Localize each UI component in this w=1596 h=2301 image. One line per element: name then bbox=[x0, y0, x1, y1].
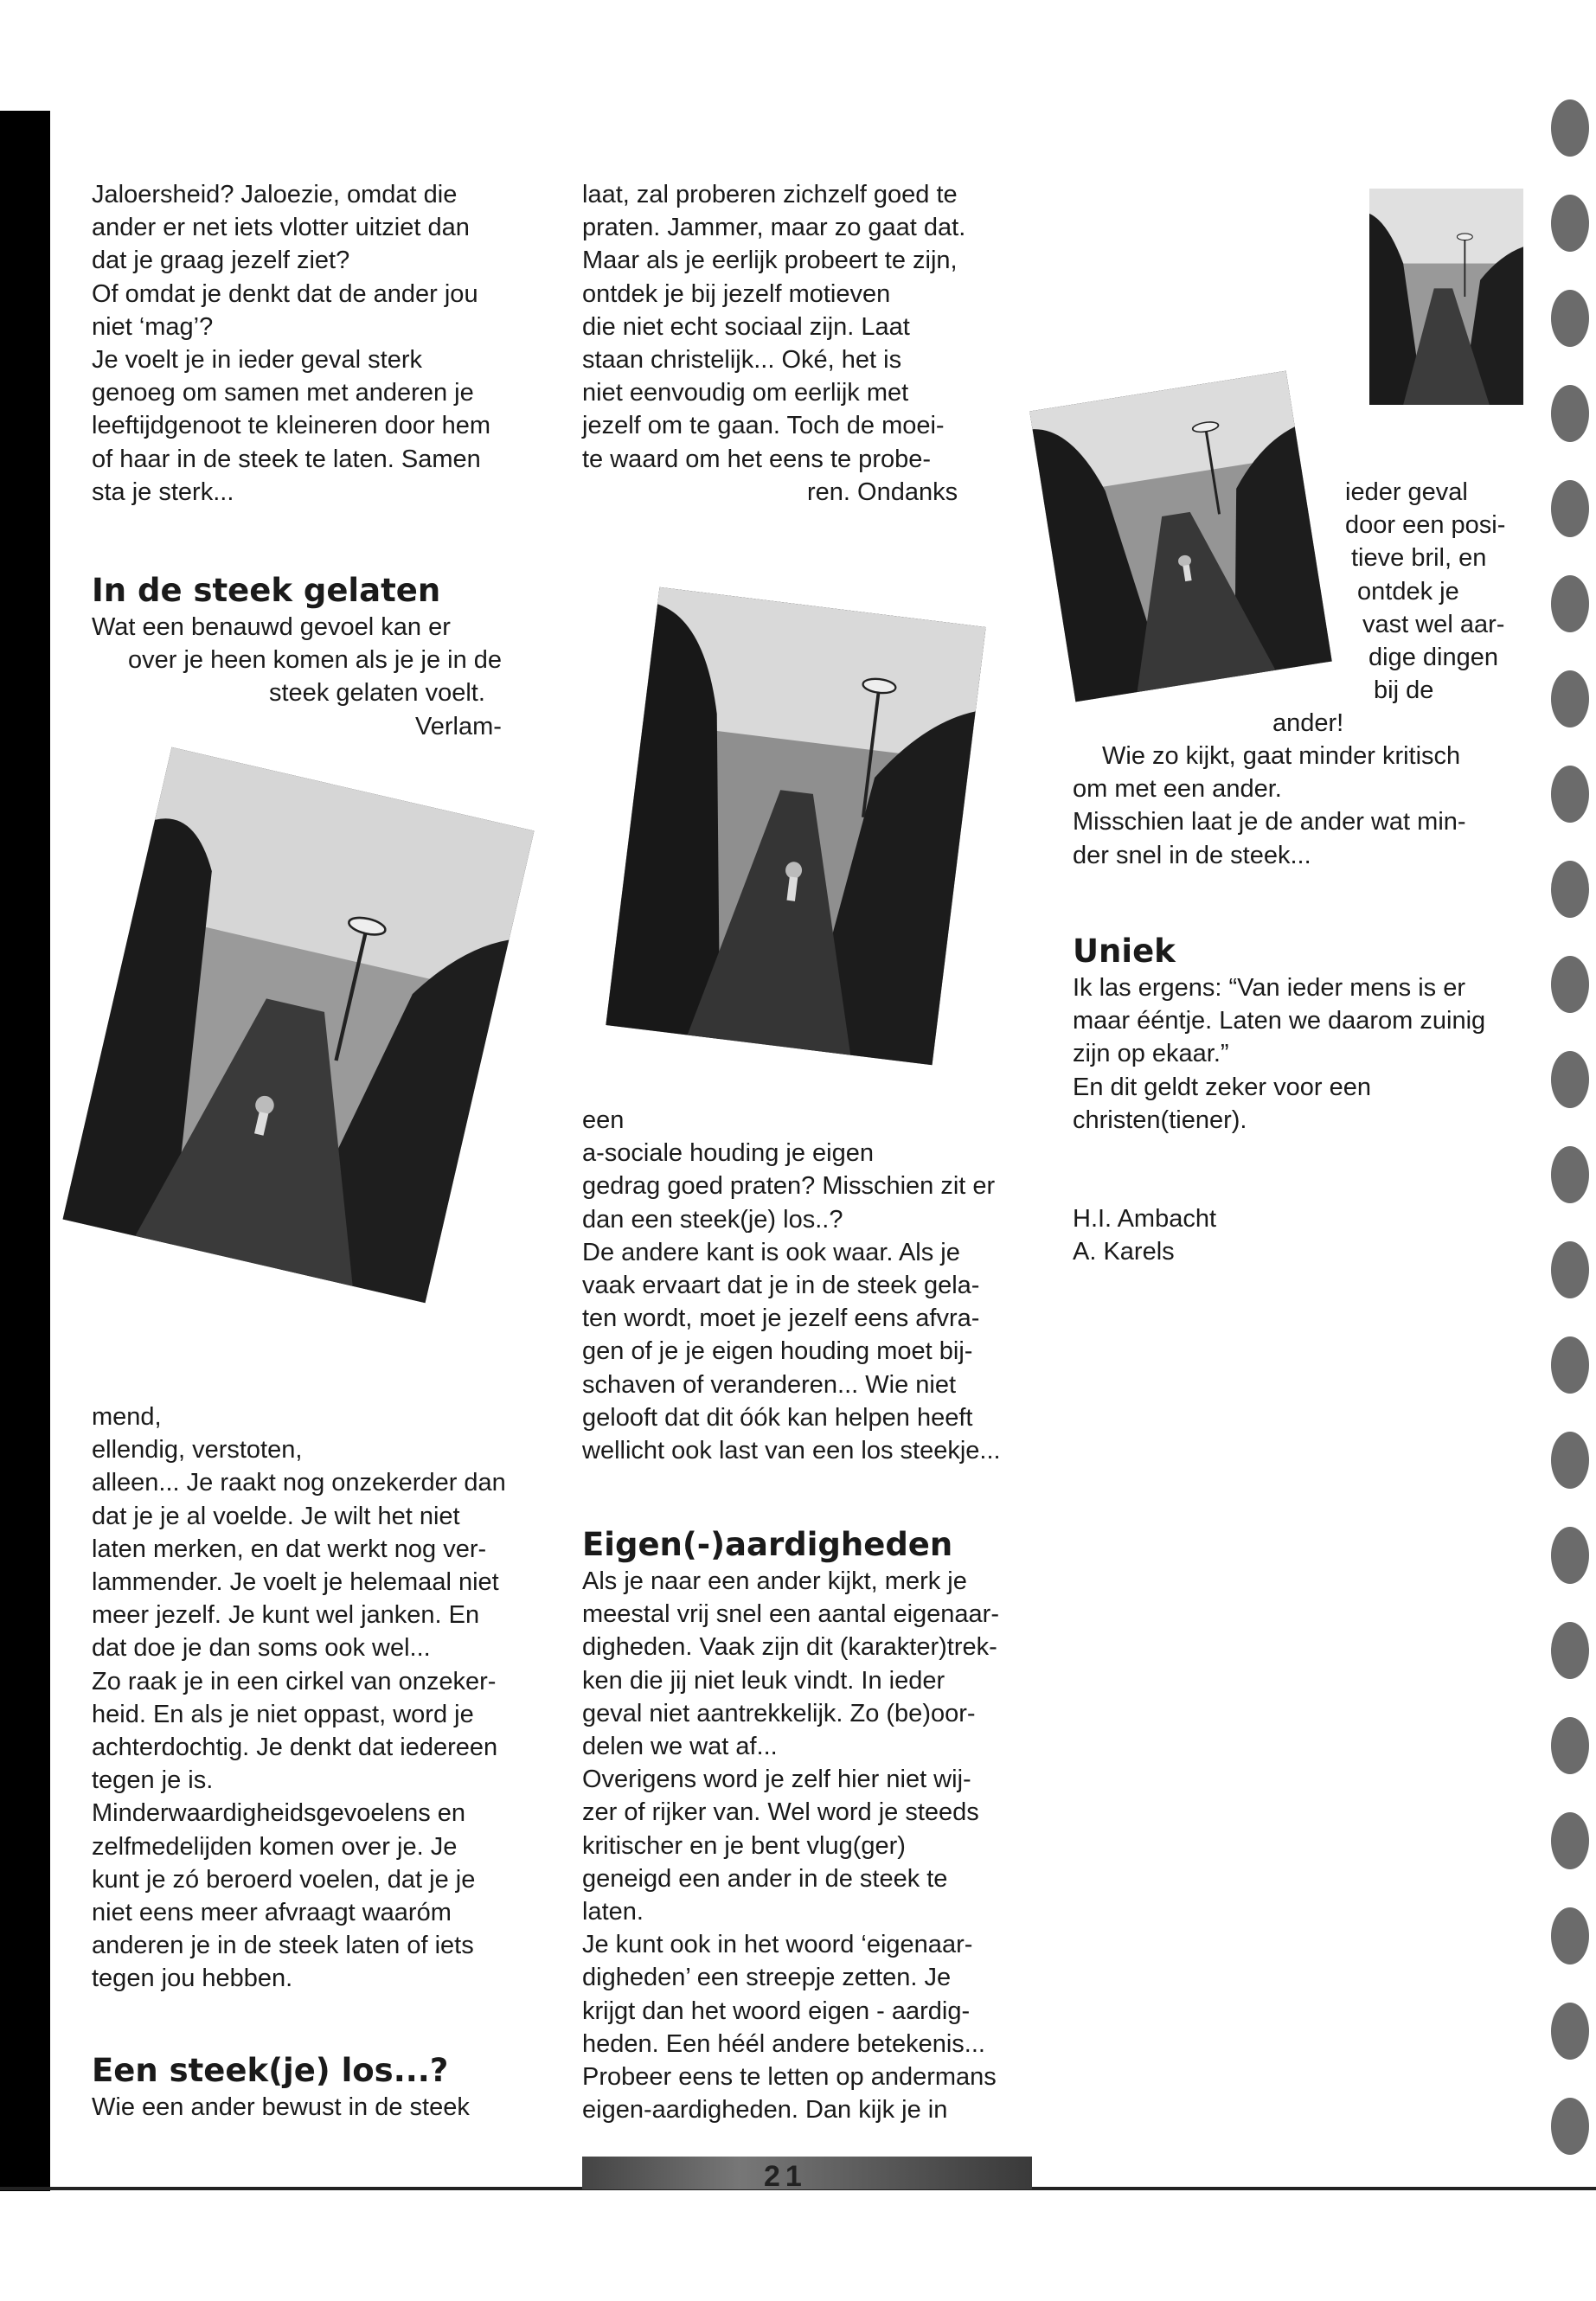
text-line: der snel in de steek... bbox=[1073, 841, 1311, 869]
photo-image bbox=[1369, 189, 1523, 405]
heading-uniek: Uniek bbox=[1073, 933, 1176, 970]
text-line: niet ‘mag’? bbox=[92, 312, 214, 341]
text-line: a-sociale houding je eigen bbox=[582, 1139, 874, 1168]
section-uniek bbox=[1073, 932, 1540, 1137]
binder-hole bbox=[1551, 1907, 1589, 1965]
text-line: praten. Jammer, maar zo gaat dat. bbox=[582, 214, 966, 242]
binder-hole bbox=[1551, 1622, 1589, 1679]
binding-strip bbox=[0, 111, 50, 2191]
text-line: gen of je je eigen houding moet bij- bbox=[582, 1337, 973, 1366]
text-line: Zo raak je in een cirkel van onzeker- bbox=[92, 1667, 497, 1695]
text-line: dan een steek(je) los..? bbox=[582, 1205, 843, 1234]
photo-cycling-path-2 bbox=[606, 587, 985, 1066]
text-line: krijgt dan het woord eigen - aardig- bbox=[582, 1997, 971, 2025]
column-2-top bbox=[582, 178, 1032, 509]
text-line: achterdochtig. Je denkt dat iedereen bbox=[92, 1734, 498, 1762]
text-line: leeftijdgenoot te kleineren door hem bbox=[92, 412, 491, 440]
text-line: Probeer eens te letten op andermans bbox=[582, 2063, 997, 2092]
text-line: ellendig, verstoten, bbox=[92, 1436, 303, 1465]
heading-in-de-steek-gelaten: In de steek gelaten bbox=[92, 572, 441, 609]
text-line: ten wordt, moet je jezelf eens afvra- bbox=[582, 1304, 980, 1333]
text-line: om met een ander. bbox=[1073, 775, 1282, 804]
text-line: bij de bbox=[1374, 676, 1434, 705]
text-line: alleen... Je raakt nog onzekerder dan bbox=[92, 1469, 506, 1497]
text-line: te waard om het eens te probe- bbox=[582, 445, 932, 473]
text-line: dat je graag jezelf ziet? bbox=[92, 247, 350, 275]
text-line: Maar als je eerlijk probeert te zijn, bbox=[582, 247, 958, 275]
binder-hole bbox=[1551, 670, 1589, 727]
text-line: tegen je is. bbox=[92, 1766, 214, 1795]
text-line: steek gelaten voelt. bbox=[269, 679, 485, 708]
text-line: vaak ervaart dat je in de steek gela- bbox=[582, 1272, 980, 1300]
text-line: schaven of veranderen... Wie niet bbox=[582, 1370, 957, 1399]
text-line: eigen-aardigheden. Dan kijk je in bbox=[582, 2096, 948, 2125]
photo-cycling-path-1 bbox=[63, 747, 535, 1303]
text-line: Wat een benauwd gevoel kan er bbox=[92, 613, 451, 641]
text-line: De andere kant is ook waar. Als je bbox=[582, 1238, 960, 1266]
text-line: kunt je zó beroerd voelen, dat je je bbox=[92, 1865, 476, 1894]
text-line: mend, bbox=[92, 1403, 162, 1431]
text-line: heden. Een héél andere betekenis... bbox=[582, 2029, 985, 2058]
text-line: anderen je in de steek laten of iets bbox=[92, 1932, 474, 1960]
binder-hole bbox=[1551, 480, 1589, 537]
text-line: christen(tiener). bbox=[1073, 1106, 1247, 1134]
text-line: ken die jij niet leuk vindt. In ieder bbox=[582, 1666, 945, 1695]
text-line: meer jezelf. Je kunt wel janken. En bbox=[92, 1601, 480, 1630]
text-line: een bbox=[582, 1106, 625, 1134]
text-line: Jaloersheid? Jaloezie, omdat die bbox=[92, 181, 458, 208]
text-line: ander er net iets vlotter uitziet dan bbox=[92, 214, 470, 242]
text-line: meestal vrij snel een aantal eigenaar- bbox=[582, 1600, 999, 1629]
text-line: of haar in de steek te laten. Samen bbox=[92, 445, 481, 473]
text-line: genoeg om samen met anderen je bbox=[92, 379, 474, 407]
text-line: Of omdat je denkt dat de ander jou bbox=[92, 279, 478, 308]
binder-holes bbox=[1535, 99, 1596, 2210]
text-line: vast wel aar- bbox=[1362, 610, 1505, 638]
text-line: digheden. Vaak zijn dit (karakter)trek- bbox=[582, 1633, 997, 1662]
author-line: H.I. Ambacht bbox=[1073, 1205, 1217, 1233]
author-line: A. Karels bbox=[1073, 1238, 1175, 1266]
text-line: lammender. Je voelt je helemaal niet bbox=[92, 1568, 499, 1597]
binder-hole bbox=[1551, 956, 1589, 1013]
photo-image bbox=[606, 587, 985, 1066]
text-line: Je voelt je in ieder geval sterk bbox=[92, 346, 423, 375]
column-3-right bbox=[1272, 476, 1540, 740]
binder-hole bbox=[1551, 1527, 1589, 1584]
text-line: heid. En als je niet oppast, word je bbox=[92, 1700, 474, 1728]
text-line: dat je je al voelde. Je wilt het niet bbox=[92, 1502, 460, 1530]
text-line: dige dingen bbox=[1368, 644, 1498, 672]
text-line: delen we wat af... bbox=[582, 1733, 778, 1761]
text-line: Overigens word je zelf hier niet wij- bbox=[582, 1766, 971, 1794]
binder-hole bbox=[1551, 1336, 1589, 1394]
authors bbox=[1073, 1202, 1419, 1268]
text-line: tegen jou hebben. bbox=[92, 1965, 293, 1993]
text-line: zer of rijker van. Wel word je steeds bbox=[582, 1798, 979, 1827]
text-line: ren. Ondanks bbox=[807, 478, 958, 506]
column-1-bottom bbox=[92, 1400, 559, 1996]
text-line: kritischer en je bent vlug(ger) bbox=[582, 1831, 906, 1860]
text-line: Wie zo kijkt, gaat minder kritisch bbox=[1102, 742, 1461, 770]
photo-cycling-path-small bbox=[1369, 189, 1523, 405]
text-line: over je heen komen als je je in de bbox=[128, 646, 503, 675]
text-line: zelfmedelijden komen over je. Je bbox=[92, 1832, 458, 1861]
binder-hole bbox=[1551, 195, 1589, 252]
text-line: die niet echt sociaal zijn. Laat bbox=[582, 312, 910, 341]
binder-hole bbox=[1551, 2098, 1589, 2155]
section-in-de-steek bbox=[92, 571, 559, 743]
page-number: 21 bbox=[764, 2160, 807, 2193]
binder-hole bbox=[1551, 99, 1589, 157]
binder-hole bbox=[1551, 1146, 1589, 1203]
binder-hole bbox=[1551, 1241, 1589, 1298]
column-2-middle bbox=[582, 1104, 1032, 1467]
binder-hole bbox=[1551, 766, 1589, 823]
text-line: dat doe je dan soms ook wel... bbox=[92, 1634, 431, 1663]
text-line: ontdek je bij jezelf motieven bbox=[582, 279, 891, 308]
text-line: zijn op ekaar.” bbox=[1073, 1040, 1229, 1068]
text-line: Minderwaardigheidsgevoelens en bbox=[92, 1799, 466, 1828]
text-line: Je kunt ook in het woord ‘eigenaar- bbox=[582, 1931, 973, 1959]
text-line: En dit geldt zeker voor een bbox=[1073, 1073, 1371, 1101]
text-line: maar ééntje. Laten we daarom zuinig bbox=[1073, 1007, 1486, 1035]
binder-hole bbox=[1551, 290, 1589, 347]
binder-hole bbox=[1551, 385, 1589, 442]
text-line: tieve bril, en bbox=[1351, 544, 1487, 573]
heading-een-steek-los: Een steek(je) los...? bbox=[92, 2052, 449, 2089]
text-line: geval niet aantrekkelijk. Zo (be)oor- bbox=[582, 1699, 976, 1727]
binder-hole bbox=[1551, 1717, 1589, 1774]
binder-hole bbox=[1551, 1432, 1589, 1489]
text-line: door een posi- bbox=[1345, 511, 1506, 540]
text-line: staan christelijk... Oké, het is bbox=[582, 346, 902, 375]
text-line: gedrag goed praten? Misschien zit er bbox=[582, 1172, 996, 1201]
binder-hole bbox=[1551, 575, 1589, 632]
page-number-bar bbox=[582, 2157, 1032, 2193]
binder-hole bbox=[1551, 861, 1589, 918]
binder-hole bbox=[1551, 1812, 1589, 1869]
text-line: ontdek je bbox=[1357, 577, 1459, 606]
text-line: Wie een ander bewust in de steek bbox=[92, 2093, 470, 2121]
text-line: niet eens meer afvraagt waaróm bbox=[92, 1899, 452, 1927]
column-3-after bbox=[1073, 740, 1540, 872]
text-line: Ik las ergens: “Van ieder mens is er bbox=[1073, 974, 1465, 1002]
heading-eigen-aardigheden: Eigen(-)aardigheden bbox=[582, 1526, 953, 1563]
text-line: geneigd een ander in de steek te bbox=[582, 1864, 948, 1893]
text-line: ander! bbox=[1272, 709, 1344, 738]
text-line: sta je sterk... bbox=[92, 478, 234, 506]
binder-hole bbox=[1551, 2003, 1589, 2060]
text-line: niet eenvoudig om eerlijk met bbox=[582, 379, 909, 407]
text-line: Misschien laat je de ander wat min- bbox=[1073, 808, 1466, 836]
text-line: Verlam- bbox=[415, 712, 502, 740]
text-line: jezelf om te gaan. Toch de moei- bbox=[582, 412, 945, 440]
text-line: laat, zal proberen zichzelf goed te bbox=[582, 181, 958, 208]
text-line: digheden’ een streepje zetten. Je bbox=[582, 1964, 952, 1992]
photo-image bbox=[63, 747, 535, 1303]
text-line: wellicht ook last van een los steekje... bbox=[582, 1437, 1001, 1465]
text-line: laten merken, en dat werkt nog ver- bbox=[92, 1535, 487, 1563]
text-line: gelooft dat dit óók kan helpen heeft bbox=[582, 1403, 973, 1432]
text-line: Als je naar een ander kijkt, merk je bbox=[582, 1567, 967, 1595]
text-line: laten. bbox=[582, 1898, 644, 1926]
binder-hole bbox=[1551, 1051, 1589, 1108]
section-eigen-aardigheden bbox=[582, 1525, 1032, 2126]
text-line: ieder geval bbox=[1345, 478, 1468, 506]
section-steek-los bbox=[92, 2051, 576, 2124]
column-1-top bbox=[92, 178, 559, 509]
